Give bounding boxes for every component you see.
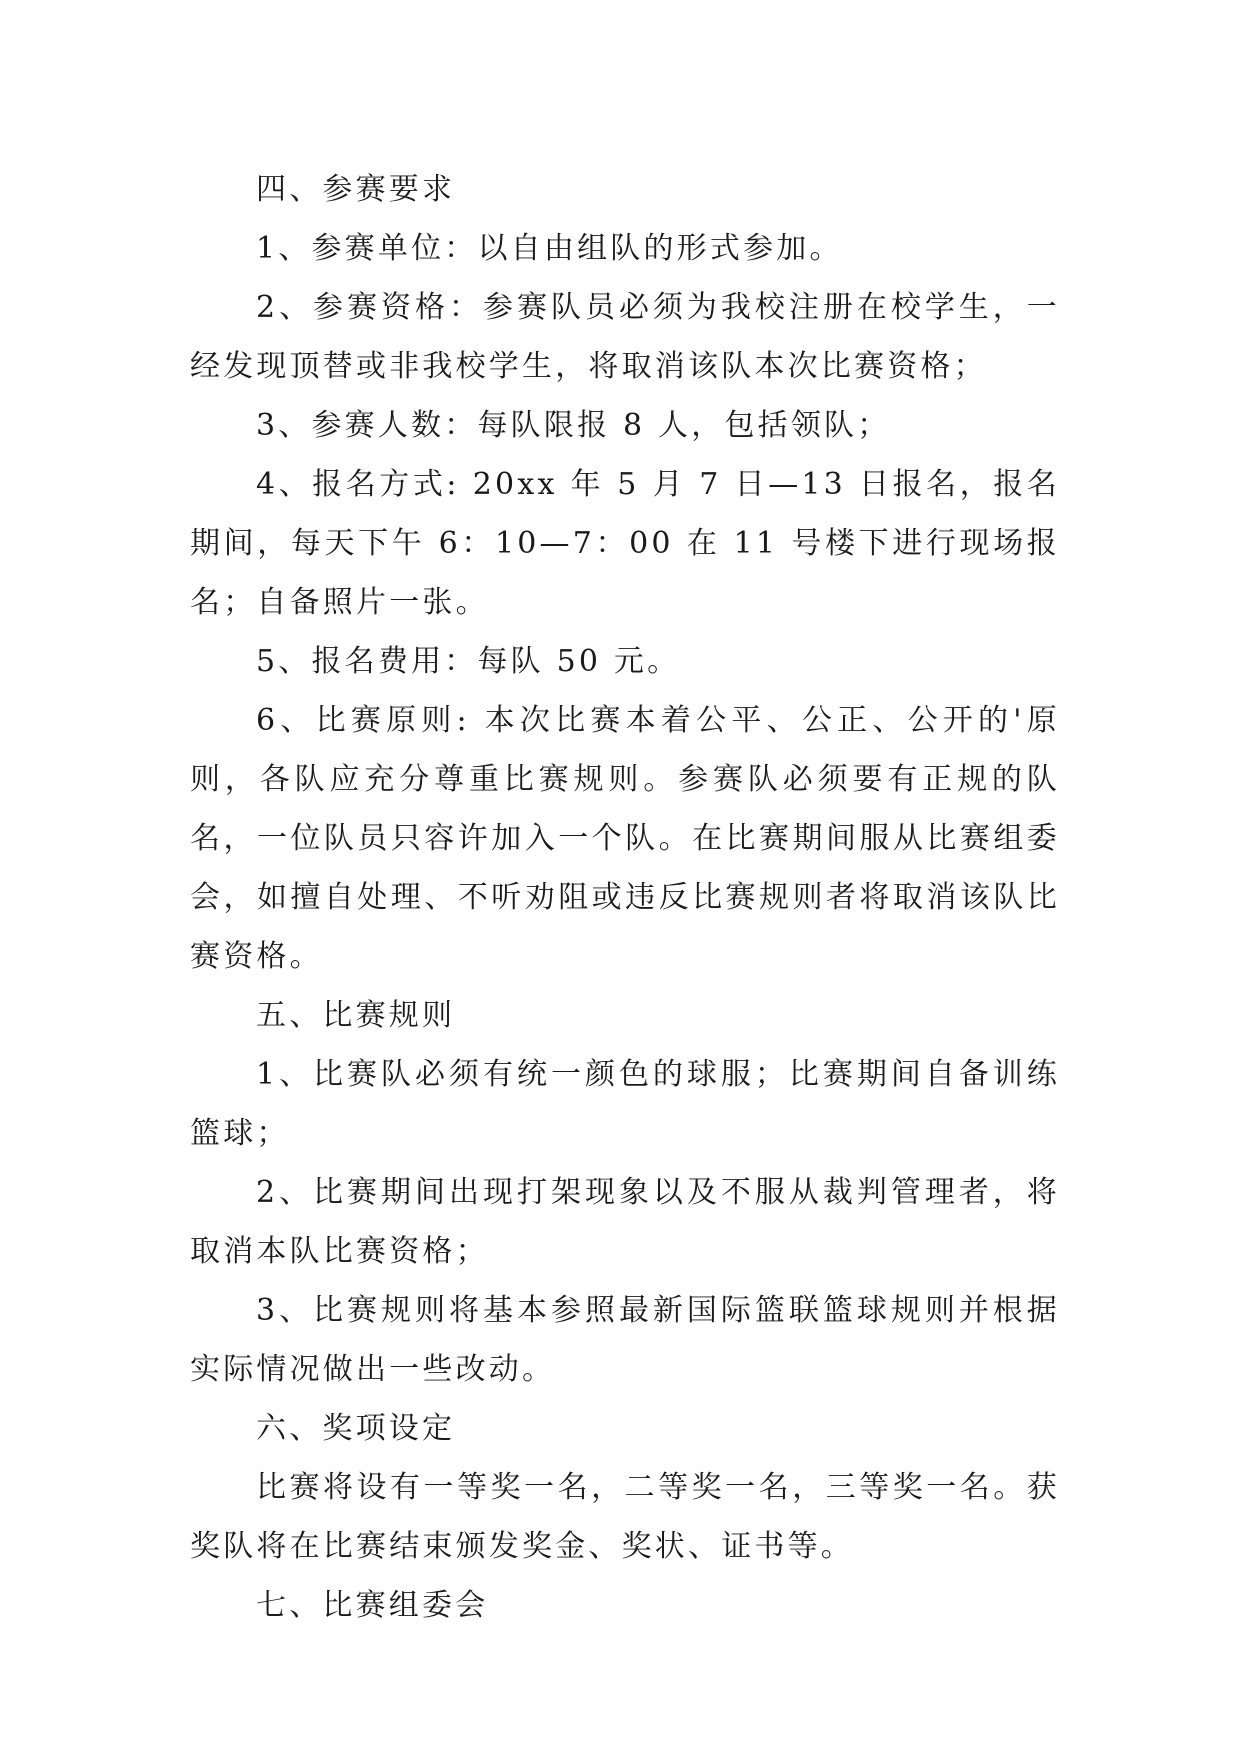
paragraph-registration-method: 4、报名方式: 20xx 年 5 月 7 日—13 日报名，报名期间，每天下午 6：10—7：00 在 11 号楼下进行现场报名；自备照片一张。 [190,467,1060,620]
paragraph-team-size: 3、参赛人数：每队限报 8 人，包括领队； [256,408,891,443]
paragraph-participant-unit: 1、参赛单位：以自由组队的形式参加。 [256,231,843,266]
document-body [190,160,1060,1635]
paragraph-rule-conduct: 2、比赛期间出现打架现象以及不服从裁判管理者，将取消本队比赛资格； [190,1175,1060,1269]
paragraph-awards: 比赛将设有一等奖一名，二等奖一名，三等奖一名。获奖队将在比赛结束颁发奖金、奖状、证书等。 [190,1470,1060,1564]
section-heading-awards: 六、奖项设定 [256,1411,456,1446]
paragraph-rule-uniform: 1、比赛队必须有统一颜色的球服；比赛期间自备训练篮球； [190,1057,1060,1151]
section-heading-committee: 七、比赛组委会 [256,1588,489,1623]
paragraph-competition-principle: 6、比赛原则: 本次比赛本着公平、公正、公开的'原则，各队应充分尊重比赛规则。参赛队必须要有正规的队名，一位队员只容许加入一个队。在比赛期间服从比赛组委会，如擅自处理、不听劝阻或违反比赛规则者将取消该队比赛资格。 [190,703,1060,974]
paragraph-registration-fee: 5、报名费用：每队 50 元。 [256,644,681,679]
section-heading-rules: 五、比赛规则 [256,998,456,1033]
paragraph-rule-fiba: 3、比赛规则将基本参照最新国际篮联篮球规则并根据实际情况做出一些改动。 [190,1293,1060,1387]
section-heading-requirements: 四、参赛要求 [256,172,456,207]
paragraph-eligibility: 2、参赛资格：参赛队员必须为我校注册在校学生，一经发现顶替或非我校学生，将取消该队本次比赛资格； [190,290,1060,384]
